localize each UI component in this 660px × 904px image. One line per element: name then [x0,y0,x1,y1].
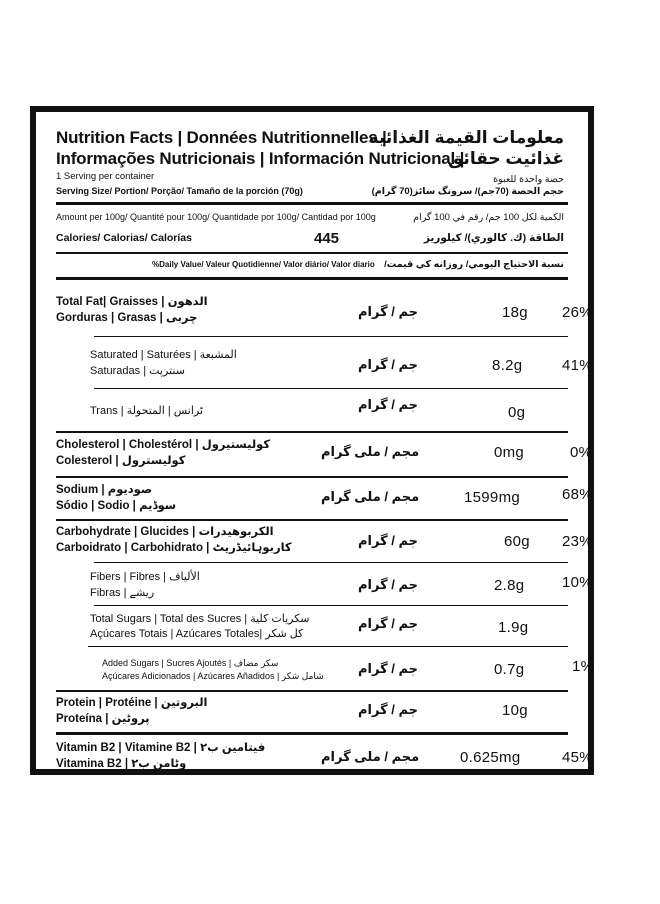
divider [56,732,568,735]
sodium-label-1: Sodium | صوديوم [56,484,152,496]
vitamin-b2-label-1: Vitamin B2 | Vitamine B2 | فيتامين ب٢ [56,742,266,754]
added-sugars-amount: 0.7g [494,661,525,678]
added-sugars-unit: جم / گرام [358,661,419,676]
header-title-latin-2: Informações Nutricionais | Información Nutricional | [56,149,465,168]
divider [56,476,568,478]
fibers-dv: 10% [562,574,593,591]
saturated-fat-unit: جم / گرام [358,357,419,372]
protein-unit: جم / گرام [358,702,419,717]
added-sugars-dv: 1% [572,658,595,675]
vitamin-b2-label-2: Vitamina B2 | وٹامن ب٢ [56,758,187,770]
divider [94,336,568,337]
fibers-label-2: Fibras | ریشے [90,587,155,599]
divider [56,252,568,254]
fibers-label-1: Fibers | Fibres | الألياف [90,571,200,583]
header-title-arabic-1: معلومات القيمة الغذائية [368,128,564,147]
total-fat-amount: 18g [502,304,528,321]
fibers-amount: 2.8g [494,577,525,594]
divider [56,690,568,692]
header-title-latin-1: Nutrition Facts | Données Nutritionnelles | [56,128,387,147]
carbohydrate-amount: 60g [504,533,530,550]
carbohydrate-label-2: Carboidrato | Carbohidrato | کاربوہائیڈریٹ [56,542,292,554]
vitamin-b2-unit: مجم / ملی گرام [321,749,420,764]
protein-label-2: Proteína | پروٹین [56,713,150,725]
sodium-unit: مجم / ملی گرام [321,489,420,504]
trans-fat-amount: 0g [508,404,526,421]
divider [94,605,568,606]
divider [94,562,568,563]
total-sugars-amount: 1.9g [498,619,529,636]
amount-per-label-arabic: الكمية لكل 100 جم/ رقم في 100 گرام [413,212,564,223]
calories-label-arabic: الطاقة (ك. كالوري)/ كيلوريز [423,232,564,244]
saturated-fat-label-2: Saturadas | سنترپت [90,365,185,377]
total-sugars-label-1: Total Sugars | Total des Sucres | سكريات كلية [90,613,310,625]
amount-per-label: Amount per 100g/ Quantité pour 100g/ Quantidade por 100g/ Cantidad por 100g [56,212,376,222]
divider [56,202,568,205]
total-fat-unit: جم / گرام [358,304,419,319]
divider [94,388,568,389]
saturated-fat-dv: 41% [562,357,593,374]
saturated-fat-amount: 8.2g [492,357,523,374]
saturated-fat-label-1: Saturated | Saturées | المشبعة [90,349,237,361]
divider [56,431,568,433]
total-fat-label-1: Total Fat| Graisses | الدهون [56,296,208,308]
divider [88,646,568,647]
total-fat-label-2: Gorduras | Grasas | چربی [56,312,198,324]
serving-size-arabic: حجم الحصة (70جم)/ سرونگ سائز(70 گرام) [371,186,564,197]
fibers-unit: جم / گرام [358,577,419,592]
carbohydrate-label-1: Carbohydrate | Glucides | الكربوهيدرات [56,526,274,538]
header-title-arabic-2: غذائيت حقائق [448,149,564,168]
cholesterol-amount: 0mg [494,444,525,461]
cholesterol-label-2: Colesterol | كوليسترول [56,455,186,467]
cholesterol-label-1: Cholesterol | Cholestérol | كوليستيرول [56,439,271,451]
vitamin-b2-amount: 0.625mg [460,749,521,766]
cholesterol-dv: 0% [570,444,593,461]
carbohydrate-unit: جم / گرام [358,533,419,548]
servings-per-container-arabic: حصة واحدة للعبوة [493,174,564,185]
added-sugars-label-1: Added Sugars | Sucres Ajoutés | سكر مضاف [102,658,279,668]
daily-value-label: %Daily Value/ Valeur Quotidienne/ Valor diário/ Valor diario [152,260,375,269]
carbohydrate-dv: 23% [562,533,593,550]
nutrition-label [30,106,594,775]
sodium-amount: 1599mg [464,489,521,506]
cholesterol-unit: مجم / ملی گرام [321,444,420,459]
protein-label-1: Protein | Protéine | البروتين [56,697,208,709]
calories-label: Calories/ Calorias/ Calorías [56,232,192,244]
serving-size: Serving Size/ Portion/ Porção/ Tamaño de la porción (70g) [56,186,303,196]
daily-value-label-arabic: نسبة الاحتياج اليومي/ روزانه كي قيمت/ [384,259,564,270]
calories-value: 445 [314,230,340,247]
sodium-label-2: Sódio | Sodio | سوڈیم [56,500,177,512]
divider [56,277,568,280]
added-sugars-label-2: Açúcares Adicionados | Azúcares Añadidos | شامل شکر [102,671,324,681]
protein-amount: 10g [502,702,528,719]
trans-fat-label: Trans | ٹرانس | المتحولة [90,405,204,417]
total-sugars-label-2: Açúcares Totais | Azúcares Totales| کل شکر [90,628,304,640]
sodium-dv: 68% [562,486,593,503]
servings-per-container: 1 Serving per container [56,171,155,182]
total-sugars-unit: جم / گرام [358,616,419,631]
total-fat-dv: 26% [562,304,593,321]
trans-fat-unit: جم / گرام [358,397,419,412]
vitamin-b2-dv: 45% [562,749,593,766]
divider [56,519,568,521]
